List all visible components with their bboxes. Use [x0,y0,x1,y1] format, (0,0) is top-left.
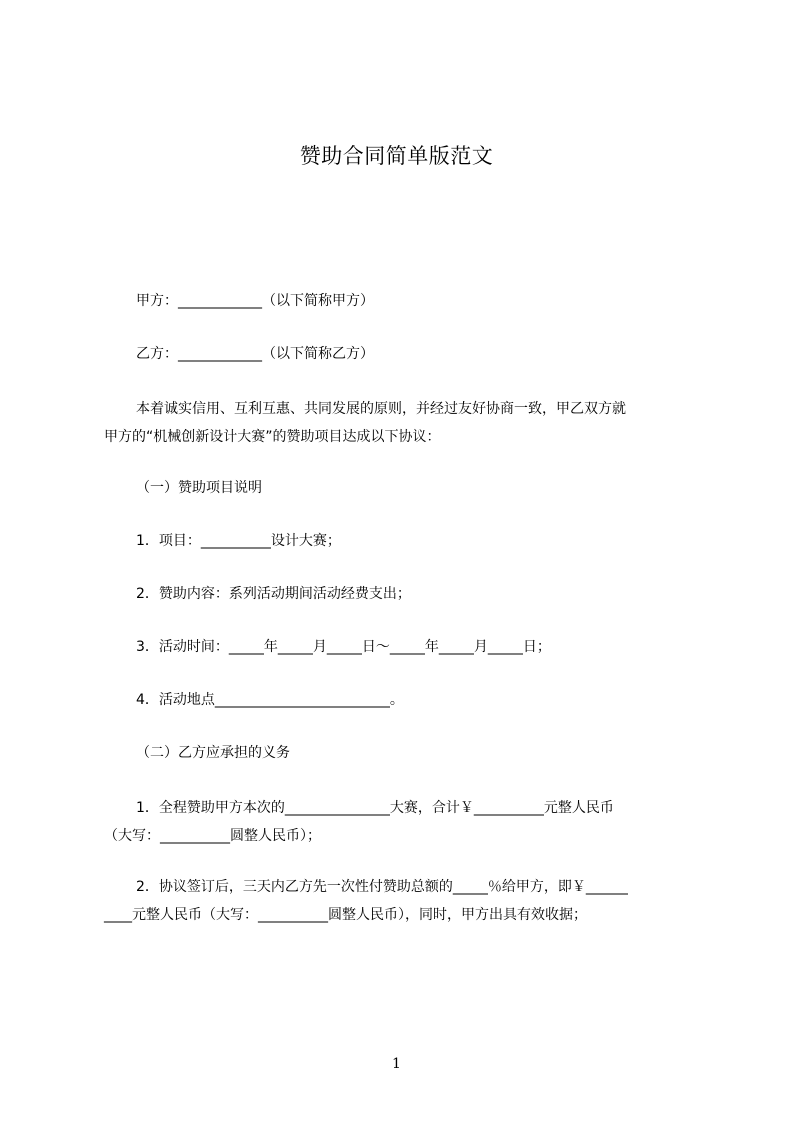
duty-2-paragraph [104,873,704,929]
section-2-heading: （二）乙方应承担的义务 [136,745,290,761]
party-a-line: 甲方：____________（以下简称甲方） [136,293,374,309]
document-title: 赞助合同简单版范文 [299,144,494,168]
item-1: 1．项目：__________设计大赛； [136,533,341,549]
intro-paragraph [104,395,704,451]
item-2: 2．赞助内容：系列活动期间活动经费支出； [136,586,411,602]
page-number: 1 [392,1056,401,1072]
intro-line-2: 甲方的“机械创新设计大赛”的赞助项目达成以下协议： [104,429,441,445]
duty-2-line-1: 2．协议签订后，三天内乙方先一次性付赞助总额的_____％给甲方，即￥______ [136,879,628,895]
duty-2-line-2: ____元整人民币（大写：__________圆整人民币），同时，甲方出具有效收据； [104,907,587,923]
section-1-heading: （一）赞助项目说明 [136,480,262,496]
item-4: 4．活动地点_________________________。 [136,692,404,708]
item-3: 3．活动时间：_____年_____月_____日～_____年_____月_____日； [136,639,551,655]
duty-1-line-1: 1．全程赞助甲方本次的_______________大赛，合计￥__________元整人民币 [136,800,614,816]
intro-line-1: 本着诚实信用、互利互惠、共同发展的原则，并经过友好协商一致，甲乙双方就 [136,401,626,417]
party-b-line: 乙方：____________（以下简称乙方） [136,346,374,362]
duty-1-paragraph [104,794,704,850]
duty-1-line-2: （大写：__________圆整人民币）； [104,828,321,844]
